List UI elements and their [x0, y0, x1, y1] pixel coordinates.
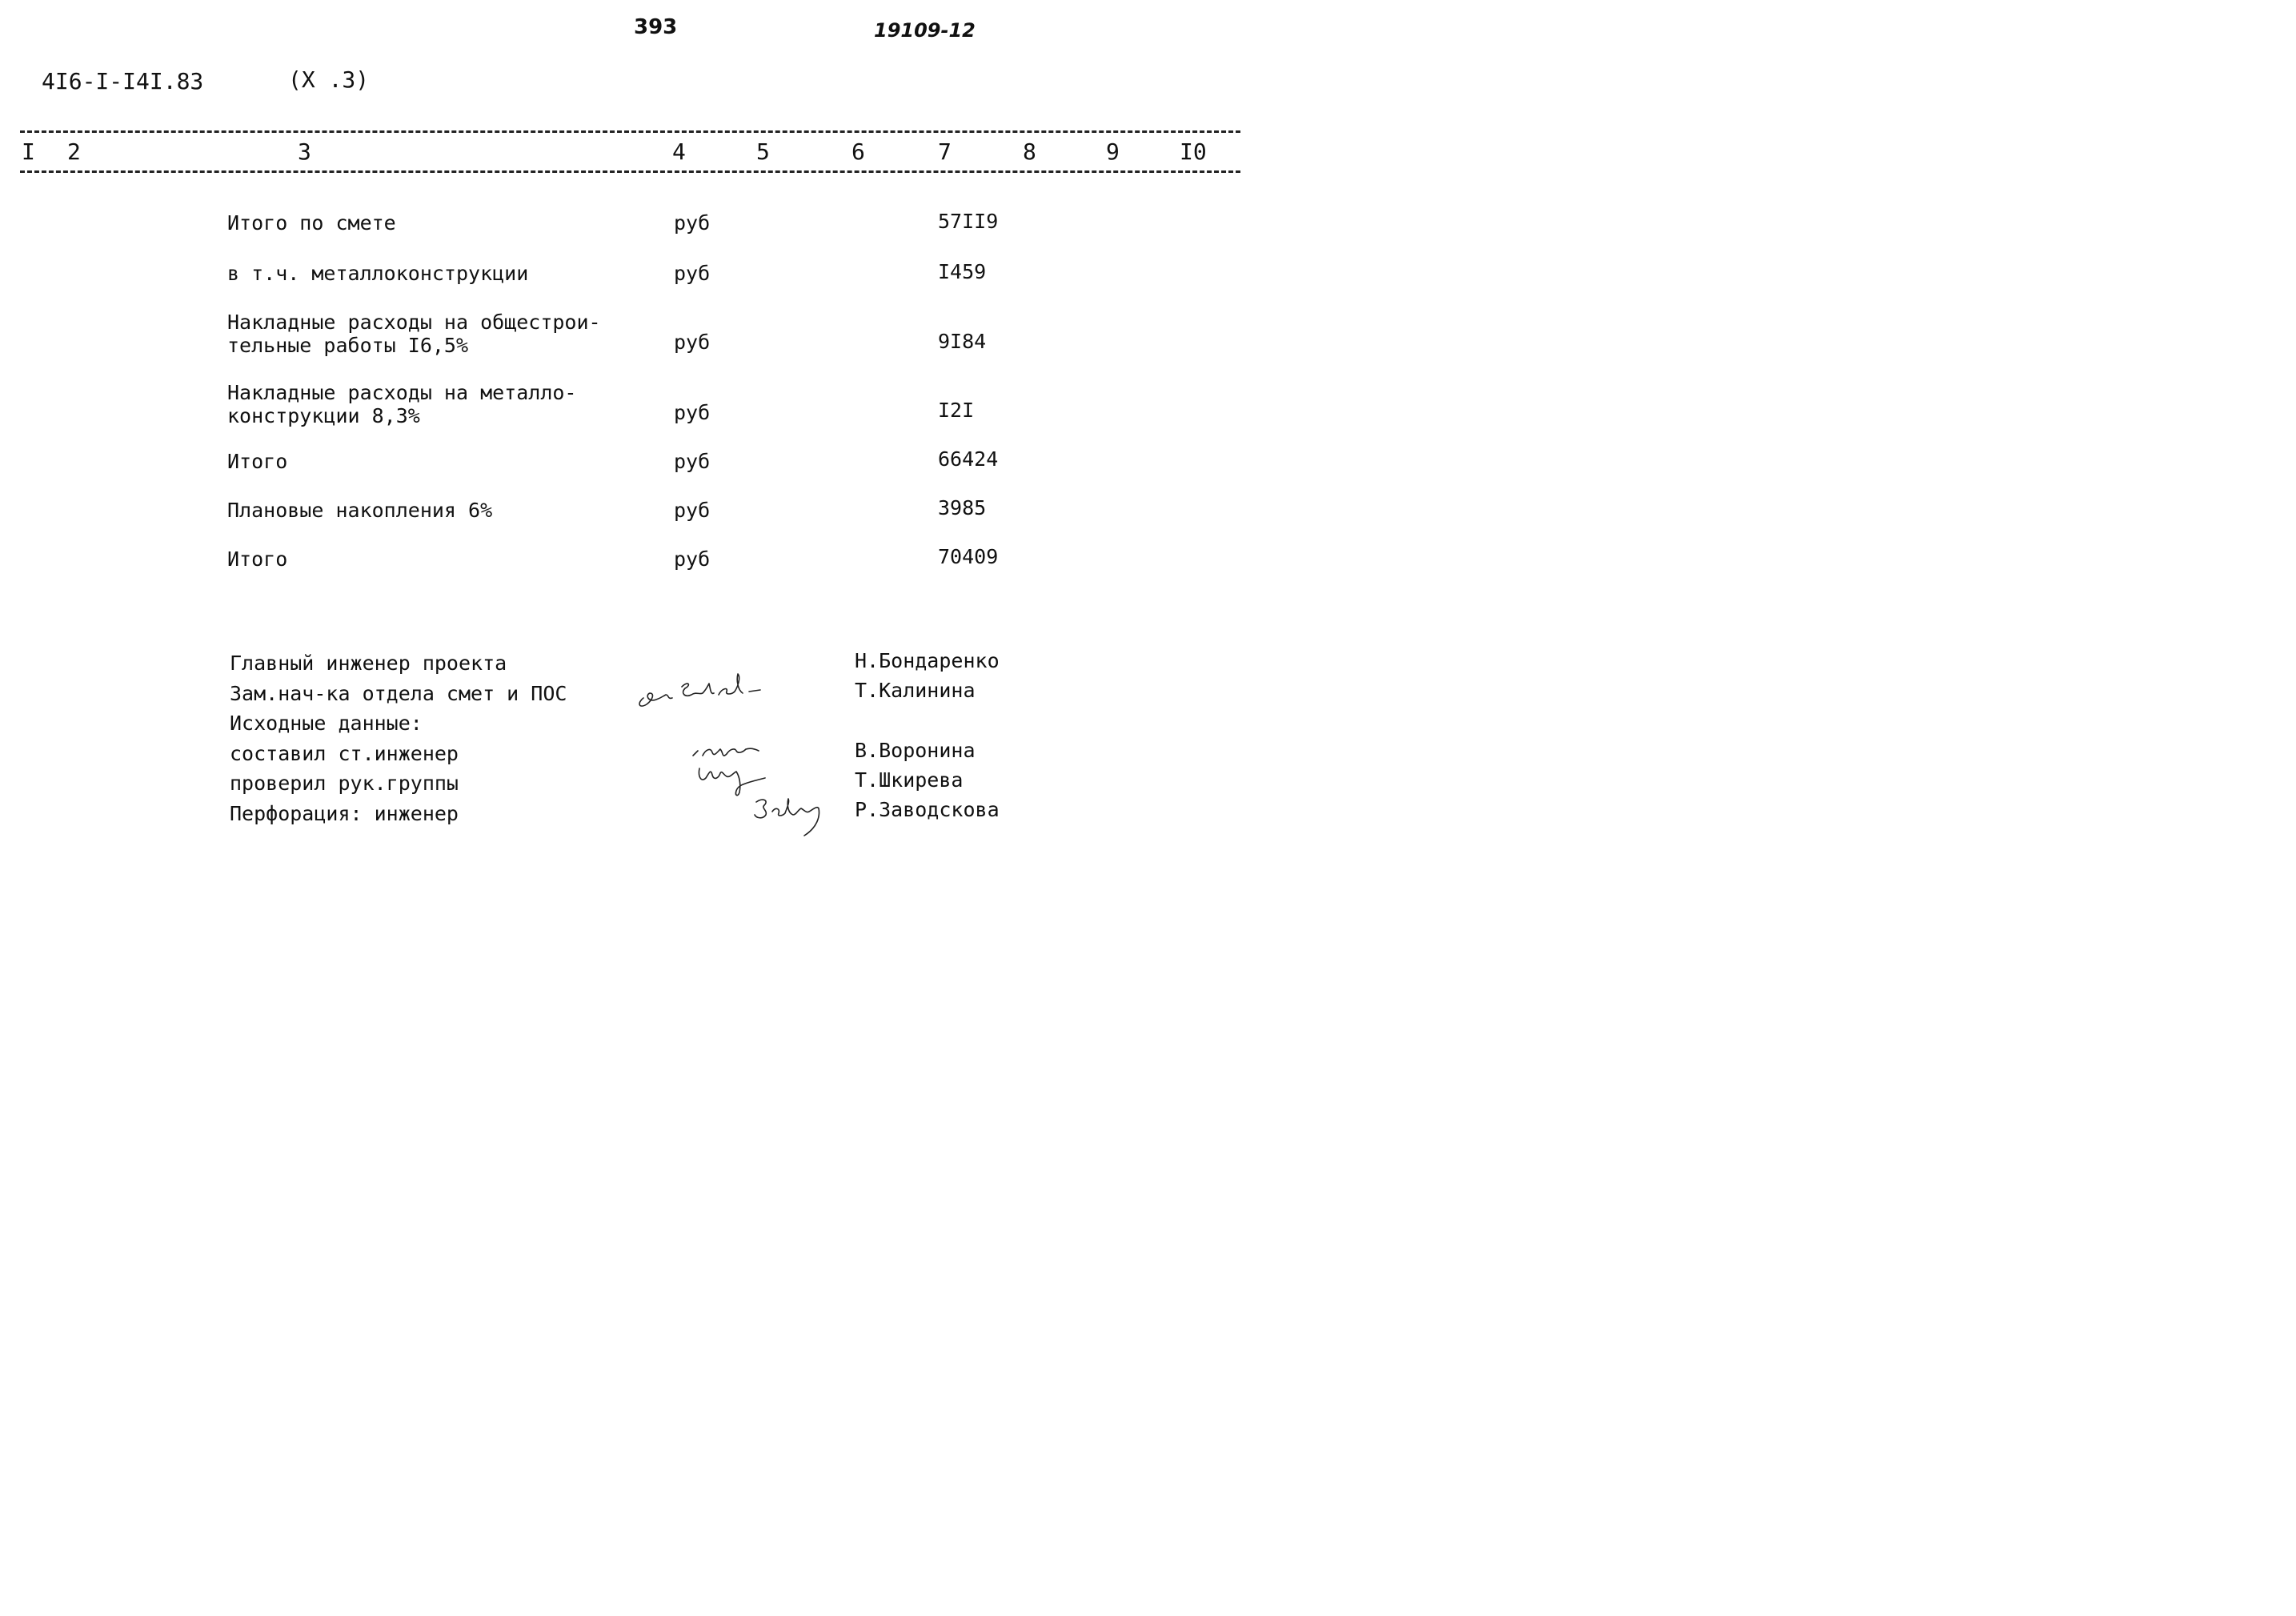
- column-number: 8: [1023, 138, 1036, 165]
- column-number: 4: [672, 138, 686, 165]
- signature-role: проверил рук.группы: [230, 772, 459, 796]
- signature-role: Исходные данные:: [230, 712, 423, 736]
- row-unit: руб: [674, 331, 711, 354]
- row-name-line: Накладные расходы на общестрои-: [227, 311, 601, 334]
- row-name: Итого по смете: [227, 211, 396, 235]
- row-unit: руб: [674, 547, 711, 571]
- row-name: [227, 311, 601, 357]
- row-value: I459: [938, 260, 987, 283]
- row-name: [227, 381, 577, 427]
- signature-names-bottom: [855, 736, 1000, 824]
- column-number: I0: [1180, 138, 1207, 165]
- signature-role: Главный инженер проекта: [230, 652, 507, 675]
- column-header-bottom-rule: [20, 170, 1240, 173]
- row-value: 57II9: [938, 210, 999, 233]
- row-name-line: конструкции 8,3%: [227, 404, 420, 427]
- signature-role: составил ст.инженер: [230, 741, 459, 765]
- document-code: 4I6-I-I4I.83: [42, 68, 204, 94]
- column-header-top-rule: [20, 130, 1240, 133]
- signatory-name: Н.Бондаренко: [855, 649, 1000, 672]
- column-number: 2: [67, 138, 81, 165]
- row-unit: руб: [674, 450, 711, 473]
- row-unit: руб: [674, 499, 711, 522]
- row-value: 3985: [938, 496, 987, 519]
- sheet-number: 393: [634, 15, 678, 39]
- column-number: 6: [851, 138, 865, 165]
- column-number: 3: [298, 138, 311, 165]
- section-code: (X .3): [288, 66, 370, 93]
- row-value: 9I84: [938, 330, 987, 353]
- row-name: Итого: [227, 450, 288, 473]
- handwritten-code: 19109-12: [874, 19, 976, 42]
- document-page: [0, 0, 1249, 880]
- signatory-name: Т.Шкирева: [855, 768, 964, 792]
- row-unit: руб: [674, 401, 711, 424]
- signatory-name: В.Воронина: [855, 739, 976, 762]
- row-name: Итого: [227, 547, 288, 571]
- handwritten-signature-1: [632, 666, 772, 714]
- signatory-name: Р.Заводскова: [855, 798, 1000, 821]
- column-number: I: [22, 138, 35, 165]
- signature-role: Перфорация: инженер: [230, 801, 459, 825]
- row-name-line: тельные работы I6,5%: [227, 334, 469, 357]
- column-number: 9: [1106, 138, 1120, 165]
- row-name-line: Накладные расходы на металло-: [227, 381, 577, 404]
- signature-names-top: [855, 646, 1000, 705]
- row-name: Плановые накопления 6%: [227, 499, 493, 522]
- row-value: I2I: [938, 399, 975, 422]
- column-number: 5: [756, 138, 770, 165]
- signatory-name: Т.Калинина: [855, 679, 976, 702]
- row-value: 66424: [938, 447, 999, 471]
- row-unit: руб: [674, 211, 711, 235]
- signature-role: Зам.нач-ка отдела смет и ПОС: [230, 681, 567, 705]
- handwritten-signature-4: [748, 792, 828, 840]
- signature-roles: [230, 648, 567, 829]
- column-number: 7: [938, 138, 952, 165]
- row-name: в т.ч. металлоконструкции: [227, 262, 529, 285]
- row-unit: руб: [674, 262, 711, 285]
- row-value: 70409: [938, 545, 999, 568]
